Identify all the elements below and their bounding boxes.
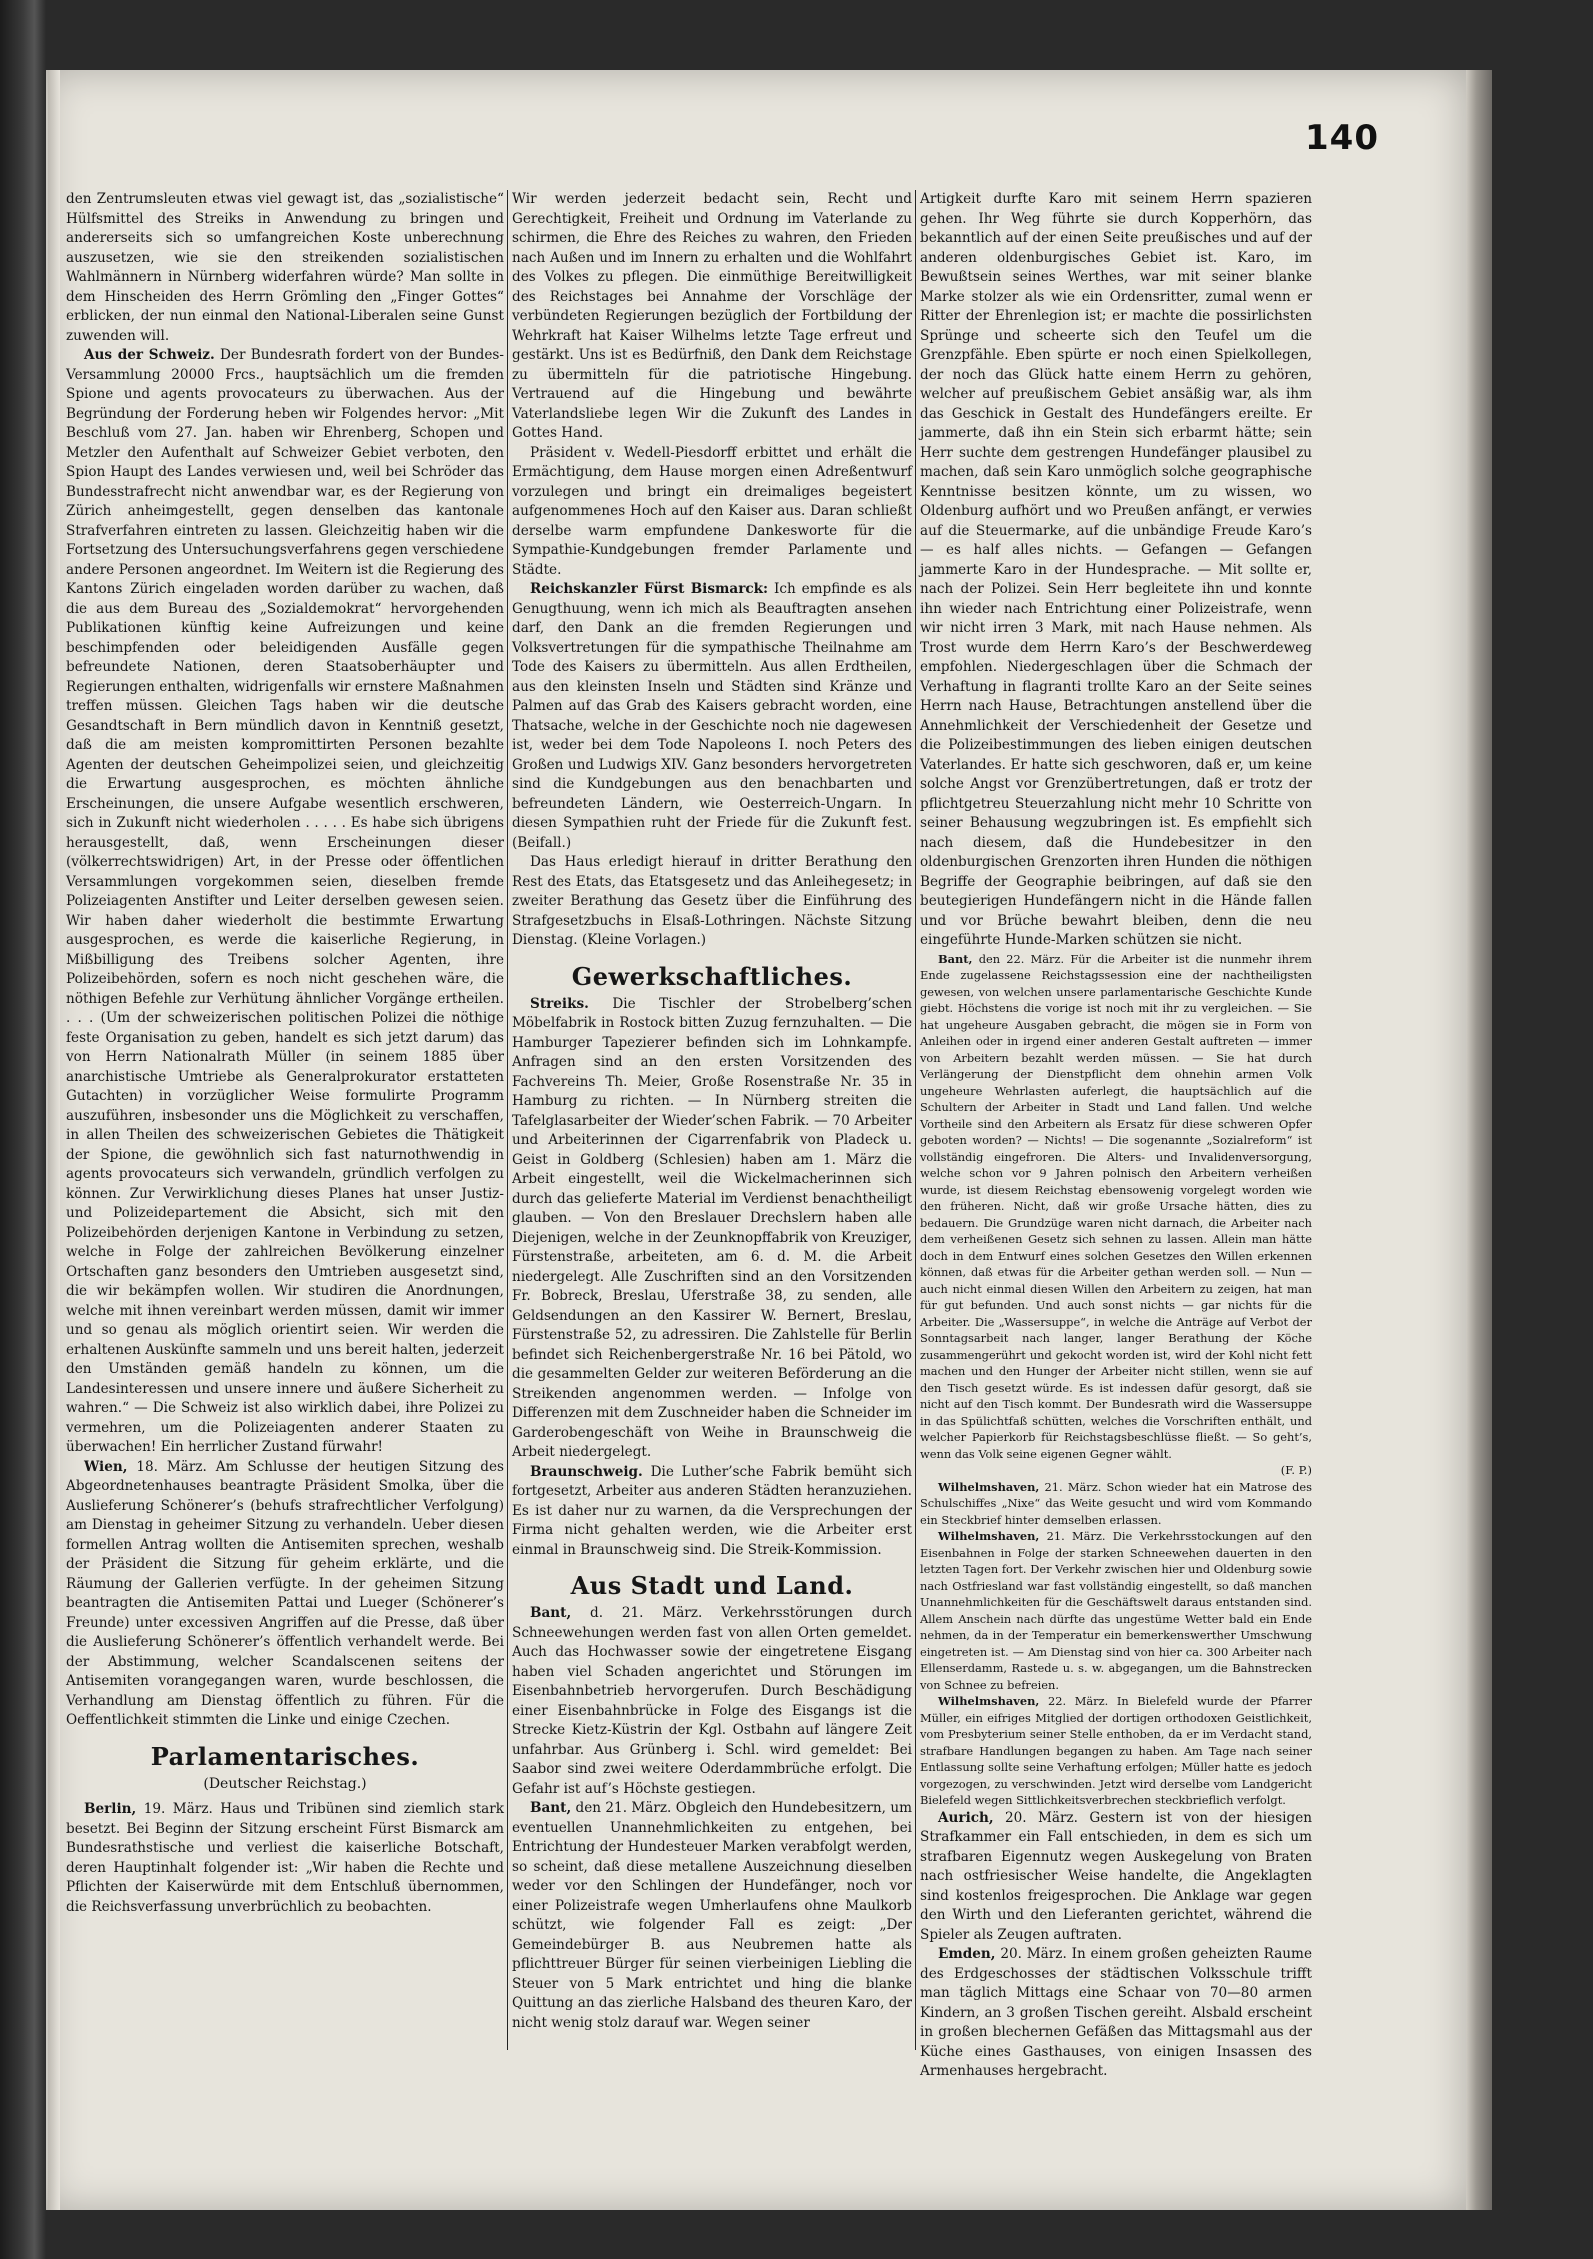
article-paragraph	[920, 1693, 1312, 1809]
article-paragraph	[66, 346, 504, 1458]
article-paragraph	[512, 1799, 912, 2033]
article-text: Artigkeit durfte Karo mit seinem Herrn spazieren gehen. Ihr Weg führte sie durch Kopperhörn, das bekanntlich auf der einen Seite preußisches und auf der anderen oldenburgisches Gebiet ist. Karo, im Bewußtsein seines Werthes, war mit seiner blanke Marke stolzer als wie ein Ordensritter, zumal wenn er Ritter der Ehrenlegion ist; er machte die possirlichsten Sprünge und scheerte sich den Teufel um die Grenzpfähle. Eben spürte er noch einen Spielkollegen, der noch das Glück hatte einem Herrn zu gehören, welcher auf preußischem Gebiet ansäßig war, als ihm das Geschick in Gestalt des Hundefängers ereilte. Er jammerte, daß ihn ein Stein sich erbarmt hätte; sein Herr suchte dem gestrengen Hundefänger plausibel zu machen, daß sein Karo unmöglich solche geographische Kenntnisse besitzen könnte, um zu wissen, wo Oldenburg aufhört und wo Preußen anfängt, er verwies auf die Steuermarke, auf die unbändige Freude Karo’s — es half alles nichts. — Gefangen — Gefangen jammerte Karo in der Hundesprache. — Mit sollte er, nach der Polizei. Sein Herr begleitete ihn und konnte ihn wieder nach Entrichtung einer Polizeistrafe, wenn wir nicht irren 3 Mark, mit nach Hause nehmen. Als Trost wurde dem Herrn Karo’s der Beschwerdeweg empfohlen. Niedergeschlagen über die Schmach der Verhaftung in flagranti trollte Karo an der Seite seines Herrn nach Hause, Betrachtungen anstellend über die Annehmlichkeit der Verschiedenheit der Gesetze und die Polizeibestimmungen des lieben einigen deutschen Vaterlandes. Er hatte sich geschworen, daß er, um keine solche Angst vor Grenzübertretungen, daß er trotz der pflichtgetreu Steuerzahlung nicht mehr 10 Schritte von seiner Behausung wegzubringen ist. Es empfiehlt sich nach diesem, daß die Hundebesitzer in den oldenburgischen Grenzorten ihren Hunden die nöthigen Begriffe der Geographie beibringen, auf daß sie den beutegierigen Hundefängern nicht in die Hände fallen und vor Brüche bewahrt bleiben, denn die neu eingeführte Hunde-Marken schützen sie nicht.	[920, 191, 1312, 948]
article-text: 18. März. Am Schlusse der heutigen Sitzung des Abgeordnetenhauses beantragte Präsident Smolka, über die Auslieferung Schönerer’s (behufs strafrechtlicher Verfolgung) am Dienstag in geheimer Sitzung zu verhandeln. Ueber diesen formellen Antrag wollten die Antisemiten sprechen, weshalb der Präsident die Sitzung für geheim erklärte, und die Räumung der Gallerien verfügte. In der geheimen Sitzung beantragten die Antisemiten Pattai und Lueger (Schönerer’s Freunde) unter excessiven Angriffen auf die Presse, daß über die Auslieferung Schönerer’s öffentlich verhandelt werde. Bei der Abstimmung, welcher Scandalscenen seitens der Antisemiten vorangegangen waren, wurde beschlossen, die Verhandlung am Dienstag öffentlich zu führen. Für die Oeffentlichkeit stimmten die Linke und einige Czechen.	[66, 1458, 504, 1728]
dateline: Aus der Schweiz.	[84, 347, 215, 363]
article-text: 19. März. Haus und Tribünen sind ziemlich stark besetzt. Bei Beginn der Sitzung erscheint Fürst Bismarck am Bundesrathstische und verliest die kaiserliche Botschaft, deren Hauptinhalt folgender ist: „Wir haben die Rechte und Pflichten der Kaiserwürde mit dem Entschluß übernommen, die Reichsverfassung unverbrüchlich zu beobachten.	[66, 1801, 504, 1915]
article-text: Ich empfinde es als Genugthuung, wenn ich mich als Beauftragten ansehen darf, den Dank an die fremden Regierungen und Volksvertretungen für die sympathische Theilnahme am Tode des Kaisers zu übermitteln. Aus allen Erdtheilen, aus den kleinsten Inseln und Städten sind Kränze und Palmen auf das Grab des Kaisers gebracht worden, eine Thatsache, welche in der Geschichte noch nie dagewesen ist, weder bei dem Tode Napoleons I. noch Peters des Großen und Ludwigs XIV. Ganz besonders hervorgetreten sind die Kundgebungen aus den benachbarten und befreundeten Ländern, wie Oesterreich-Ungarn. In diesen Sympathien ruht der Friede für die Zukunft fest. (Beifall.)	[512, 581, 912, 851]
dateline: Wilhelmshaven,	[938, 1529, 1040, 1543]
article-text: Die Luther’sche Fabrik bemüht sich fortgesetzt, Arbeiter aus anderen Städten heranzuziehen. Es ist daher nur zu warnen, da die Versprechungen der Firma nicht gehalten werden, wie die Arbeiter erst einmal in Braunschweig sind. Die Streik-Kommission.	[512, 1463, 912, 1558]
dateline: Bant,	[530, 1800, 572, 1816]
article-paragraph	[512, 1463, 912, 1561]
article-paragraph	[512, 853, 912, 951]
binding-shadow	[0, 0, 46, 2259]
column-right	[920, 190, 1312, 2082]
page-number: 140	[1305, 118, 1379, 158]
dateline: Wien,	[84, 1458, 128, 1475]
article-paragraph	[512, 1604, 912, 1799]
article-text: Der Bundesrath fordert von der Bundes-Versammlung 20000 Frcs., hauptsächlich um die fremden Spione und agents provocateurs zu überwachen. Aus der Begründung der Forderung heben wir Folgendes hervor: „Mit Beschluß vom 27. Jan. haben wir Ehrenberg, Schopen und Metzler den Aufenthalt auf Schweizer Gebiet verboten, den Spion Haupt des Landes verwiesen und, weil bei Schröder das Bundesstrafrecht nicht anwendbar war, es der Regierung von Zürich anheimgestellt, gegen denselben das kantonale Strafverfahren eintreten zu lassen. Gleichzeitig haben wir die Fortsetzung des Untersuchungsverfahrens gegen verschiedene andere Personen angeordnet. Im Weitern ist die Regierung des Kantons Zürich eingeladen worden darüber zu wachen, daß die aus dem Bureau des „Sozialdemokrat“ hervorgehenden Publikationen künftig keine Aufreizungen und keine beschimpfenden oder beleidigenden Ausfälle gegen befreundete Nationen, deren Staatsoberhäupter und Regierungen enthalten, widrigenfalls wir ernstere Maßnahmen treffen müssen. Gleichen Tags haben wir die deutsche Gesandtschaft in Bern mündlich davon in Kenntniß gesetzt, daß die am meisten kompromittirten Personen bezahlte Agenten der deutschen Geheimpolizei seien, und gleichzeitig die Erwartung ausgesprochen, es möchten ähnliche Erscheinungen, die unsere Aufgabe wesentlich erschweren, sich in Zukunft nicht wiederholen . . . . . Es habe sich übrigens herausgestellt, daß, wenn Erscheinungen dieser (völkerrechtswidrigen) Art, in der Presse oder öffentlichen Versammlungen vorgekommen seien, dieselben fremde Polizeiagenten Anstifter und Leiter derselben gewesen seien. Wir haben daher wiederholt die bestimmte Erwartung ausgesprochen, es werde die kaiserliche Regierung, in Mißbilligung des Treibens solcher Agenten, ihre Polizeibehörden, sofern es noch nicht geschehen wäre, die nöthigen Befehle zur Verhütung ähnlicher Vorgänge ertheilen. . . . (Um der schweizerischen politischen Polizei die nöthige feste Organisation zu geben, handelt es sich jetzt darum) das von Herrn Nationalrath Müller (in seinem 1885 über anarchistische Umtriebe als Generalprokurator erstatteten Gutachten) in vorzüglicher Weise formulirte Programm auszuführen, insbesonder uns die Möglichkeit zu verschaffen, in allen Theilen des schweizerischen Gebietes die Thätigkeit der Spione, die gewöhnlich sich fast naturnothwendig in agents provocateurs sich verwandeln, gründlich verfolgen zu können. Zur Verwirklichung dieses Planes hat unser Justiz- und Polizeidepartement die Absicht, sich mit den Polizeibehörden derjenigen Kantone in Verbindung zu setzen, welche in Folge der zahlreichen Bevölkerung einzelner Ortschaften ganz besonders den Umtrieben ausgesetzt sind, die wir bekämpfen wollen. Wir studiren die Anordnungen, welche mit ihnen vereinbart werden müssen, damit wir immer und so genau als möglich orientirt seien. Wir werden die erhaltenen Auskünfte sammeln und uns bereit halten, jederzeit den Umständen gemäß handeln zu können, um die Landesinteressen und unsere innere und äußere Sicherheit zu wahren.“ — Die Schweiz ist also wirklich dabei, ihre Polizei zu vermehren, um die Polizeiagenten anderer Staaten zu überwachen! Ein herrlicher Zustand fürwahr!	[66, 347, 504, 1455]
dateline: Bant,	[530, 1605, 572, 1621]
column-middle	[512, 190, 912, 2033]
article-text: 20. März. In einem großen geheizten Raume des Erdgeschosses der städtischen Volksschule trifft man täglich Mittags eine Schaar von 70—80 armen Kindern, an 3 großen Tischen gereiht. Alsbald erscheint in großen blechernen Gefäßen das Mittagsmahl aus der Küche eines Gasthauses, von einigen Insassen des Armenhauses hergebracht.	[920, 1946, 1312, 2079]
section-heading: Parlamentarisches.	[150, 1741, 420, 1771]
article-paragraph	[512, 190, 912, 444]
article-paragraph	[66, 1800, 504, 1917]
article-paragraph	[920, 190, 1312, 951]
column-rule	[507, 190, 508, 2050]
article-paragraph	[512, 580, 912, 853]
article-text: 22. März. In Bielefeld wurde der Pfarrer Müller, ein eifriges Mitglied der dortigen orthodoxen Geistlichkeit, vom Presbyterium seiner Stelle enthoben, da er im Verdacht stand, strafbare Handlungen begangen zu haben. Am Tage nach seiner Entlassung sollte seine Verhaftung erfolgen; Müller hatte es jedoch vorgezogen, zu verschwinden. Jetzt wird derselbe vom Landgericht Bielefeld wegen Sittlichkeitsverbrechen steckbrieflich verfolgt.	[920, 1694, 1312, 1807]
article-text: 21. März. Schon wieder hat ein Matrose des Schulschiffes „Nixe“ das Weite gesucht und wird vom Kommando ein Steckbrief hinter demselben erlassen.	[920, 1479, 1312, 1527]
signature: (F. P.)	[1280, 1463, 1312, 1477]
article-paragraph	[512, 444, 912, 581]
column-left	[66, 190, 504, 1917]
dateline: Aurich,	[938, 1809, 994, 1826]
article-paragraph	[66, 190, 504, 346]
dateline: Wilhelmshaven,	[938, 1479, 1040, 1494]
dateline: Wilhelmshaven,	[938, 1694, 1040, 1708]
section-subheading: (Deutscher Reichstag.)	[203, 1775, 367, 1792]
article-text: Präsident v. Wedell-Piesdorff erbittet und erhält die Ermächtigung, dem Hause morgen einen Adreßentwurf vorzulegen und bringt ein dreimaliges begeistert aufgenommenes Hoch auf den Kaiser aus. Daran schließt derselbe warm empfundene Dankesworte für die Sympathie-Kundgebungen fremder Parlamente und Städte.	[512, 444, 912, 578]
article-paragraph	[66, 1458, 504, 1731]
article-text: Die Tischler der Strobelberg’schen Möbelfabrik in Rostock bitten Zuzug fernzuhalten. — Die Hamburger Tapezierer befinden sich im Lohnkampfe. Anfragen sind an den ersten Vorsitzenden des Fachvereins Th. Meier, Große Rosenstraße Nr. 35 in Hamburg zu richten. — In Nürnberg streiten die Tafelglasarbeiter der Wieder’schen Fabrik. — 70 Arbeiter und Arbeiterinnen der Cigarrenfabrik von Pladeck u. Geist in Goldberg (Schlesien) haben am 1. März die Arbeit eingestellt, weil die Wickelmacherinnen sich durch das gelieferte Material im Verdienst benachtheiligt glauben. — Von den Breslauer Drechslern haben alle Diejenigen, welche in der Zeunknopffabrik von Kreuziger, Fürstenstraße, arbeiteten, am 6. d. M. die Arbeit niedergelegt. Alle Zuschriften sind an den Vorsitzenden Fr. Bobreck, Breslau, Uferstraße 38, zu senden, alle Geldsendungen an den Kassirer W. Bernert, Breslau, Fürstenstraße 52, zu adressiren. Die Zahlstelle für Berlin befindet sich Reichenbergerstraße Nr. 16 bei Pätold, wo die gesammelten Gelder zur weiteren Beförderung an die Streikenden angenommen werden. — Infolge von Differenzen mit dem Zuschneider haben die Schneider im Garderobengeschäft von Weihe in Braunschweig die Arbeit niedergelegt.	[512, 995, 912, 1460]
article-paragraph	[920, 951, 1312, 1463]
section-heading: Aus Stadt und Land.	[570, 1571, 854, 1600]
dateline: Emden,	[938, 1946, 996, 1962]
dateline: Streiks.	[530, 995, 589, 1012]
article-paragraph	[512, 995, 912, 1463]
page-fold-edge	[48, 70, 60, 2210]
dateline: Braunschweig.	[530, 1463, 643, 1480]
article-text: den Zentrumsleuten etwas viel gewagt ist, das „sozialistische“ Hülfsmittel des Streiks in Anwendung zu bringen und andererseits sich so umfangreichen Koste unberechnung auszusetzen, wie sie den streikenden sozialistischen Wahlmännern in Nürnberg widerfahren würde? Man sollte in dem Hinscheiden des Herrn Grömling den „Finger Gottes“ erblicken, der nun einmal den National-Liberalen seine Gunst zuwenden will.	[66, 191, 504, 344]
article-text: d. 21. März. Verkehrsstörungen durch Schneewehungen werden fast von allen Orten gemeldet. Auch das Hochwasser sowie der eingetretene Eisgang haben viel Schaden angerichtet und Störungen im Eisenbahnbetrieb hervorgerufen. Durch Beschädigung einer Eisenbahnbrücke in Folge des Eisgangs ist die Strecke Kietz-Küstrin der Kgl. Ostbahn auf längere Zeit unfahrbar. Aus Grünberg i. Schl. wird gemeldet: Bei Saabor sind zwei weitere Oderdammbrüche erfolgt. Die Gefahr ist auf’s Höchste gestiegen.	[512, 1605, 912, 1797]
article-text: den 22. März. Für die Arbeiter ist die nunmehr ihrem Ende zugelassene Reichstagssession eine der nachtheiligsten gewesen, von welchen unsere parlamentarische Geschichte Kunde giebt. Höchstens die vorige ist noch mit ihr zu vergleichen. — Sie hat ungeheure Ausgaben gebracht, die mögen sie in Form von Anleihen oder in irgend einer anderen Gestalt auftreten — immer von Arbeitern bezahlt werden müssen. — Sie hat durch Verlängerung der Dienstpflicht dem ohnehin armen Volk ungeheure Wehrlasten auferlegt, die hauptsächlich auf die Schultern der Arbeiter in Stadt und Land fallen. Und welche Vortheile sind den Arbeitern als Ersatz für diese schweren Opfer geboten worden? — Nichts! — Die sogenannte „Sozialreform“ ist vollständig eingefroren. Die Alters- und Invalidenversorgung, welche schon vor 9 Jahren polnisch den Arbeitern verheißen wurde, ist diesem Reichstag ebensowenig vorgelegt worden wie den früheren. Nicht, daß wir große Ursache hätten, dies zu bedauern. Die Grundzüge waren nicht darnach, die Arbeiter nach dem verheißenen Gesetz sich sehnen zu lassen. Allein man hätte doch in dem Entwurf eines solchen Gesetzes den Willen erkennen können, daß etwas für die Arbeiter gethan werden soll. — Nun — auch nicht einmal diesen Willen den Arbeitern zu zeigen, hat man für gut befunden. Und auch sonst nichts — gar nichts für die Arbeiter. Die „Wassersuppe“, in welche die Anträge auf Verbot der Sonntagsarbeit nach langer, langer Berathung der Köche zusammengerührt und gekocht worden ist, wird der Kohl nicht fett machen und den Hunger der Arbeiter nicht stillen, wenn sie auf den Tisch gesetzt würde. Es ist indessen dafür gesorgt, daß sie nicht auf den Tisch kommt. Der Bundesrath wird die Wassersuppe in das Spülichtfaß schütten, welches die Vorschriften enthält, und welcher Papierkorb für Reichstagsbeschlüsse fließt. — So geht’s, wenn das Volk seine eigenen Gegner wählt.	[920, 951, 1312, 1461]
article-text: den 21. März. Obgleich den Hundebesitzern, um eventuellen Unannehmlichkeiten zu entgehen, bei Entrichtung der Hundesteuer Marken verabfolgt werden, so scheint, daß diese metallene Auszeichnung dieselben weder vor den Schlingen der Hundefänger, noch vor einer Polizeistrafe wegen Umherlaufens ohne Maulkorb schützt, wie folgender Fall es zeigt: „Der Gemeindebürger B. aus Neubremen hatte als pflichttreuer Bürger für seinen vierbeinigen Liebling die Steuer von 5 Mark entrichtet und hing die blanke Quittung an das zierliche Halsband des theuren Karo, der nicht wenig stolz darauf war. Wegen seiner	[512, 1800, 912, 2031]
dateline: Reichskanzler Fürst Bismarck:	[530, 581, 769, 597]
article-paragraph	[920, 1809, 1312, 1946]
article-text: 21. März. Die Verkehrsstockungen auf den Eisenbahnen in Folge der starken Schneewehen dauerten in den letzten Tagen fort. Der Verkehr zwischen hier und Oldenburg sowie nach Ostfriesland war fast vollständig eingestellt, so daß manchen Unannehmlichkeiten für die Geschäftswelt daraus entstanden sind. Allem Anschein nach dürfte das ungestüme Wetter bald ein Ende nehmen, da in der Temperatur ein bemerkenswerther Umschwung eingetreten ist. — Am Dienstag sind von hier ca. 300 Arbeiter nach Ellenserdamm, Rastede u. s. w. abgegangen, um die Bahnstrecken von Schnee zu befreien.	[920, 1529, 1312, 1692]
article-text: 20. März. Gestern ist von der hiesigen Strafkammer ein Fall entschieden, in dem es sich um strafbaren Eigennutz wegen Auskegelung von Braten nach ostfriesischer Weise handelte, die Angeklagten sind kostenlos freigesprochen. Die Anklage war gegen den Wirth und den Lieferanten gerichtet, während die Spieler als Zeugen auftraten.	[920, 1809, 1312, 1943]
dateline: Berlin,	[84, 1801, 137, 1817]
article-text: Wir werden jederzeit bedacht sein, Recht und Gerechtigkeit, Freiheit und Ordnung im Vaterlande zu schirmen, die Ehre des Reiches zu wahren, den Frieden nach Außen und im Innern zu erhalten und die Wohlfahrt des Volkes zu pflegen. Die einmüthige Bereitwilligkeit des Reichstages bei Annahme der Vorschläge der verbündeten Regierungen bezüglich der Fortbildung der Wehrkraft hat Kaiser Wilhelms letzte Tage erfreut und gestärkt. Uns ist es Bedürfniß, den Dank dem Reichstage zu übermitteln für die patriotische Hingebung. Vertrauend auf die Hingebung und bewährte Vaterlandsliebe legen Wir die Zukunft des Landes in Gottes Hand.	[512, 191, 912, 441]
page-stack-edge	[1466, 70, 1492, 2210]
article-paragraph	[920, 1479, 1312, 1529]
article-paragraph	[920, 1945, 1312, 2082]
section-heading: Gewerkschaftliches.	[571, 961, 853, 991]
dateline: Bant,	[938, 951, 973, 966]
article-text: Das Haus erledigt hierauf in dritter Berathung den Rest des Etats, das Etatsgesetz und das Anleihegesetz; in zweiter Berathung das Gesetz über die Einführung des Strafgesetzbuchs in Elsaß-Lothringen. Nächste Sitzung Dienstag. (Kleine Vorlagen.)	[512, 854, 912, 948]
article-paragraph	[920, 1528, 1312, 1693]
column-rule	[915, 190, 916, 2050]
